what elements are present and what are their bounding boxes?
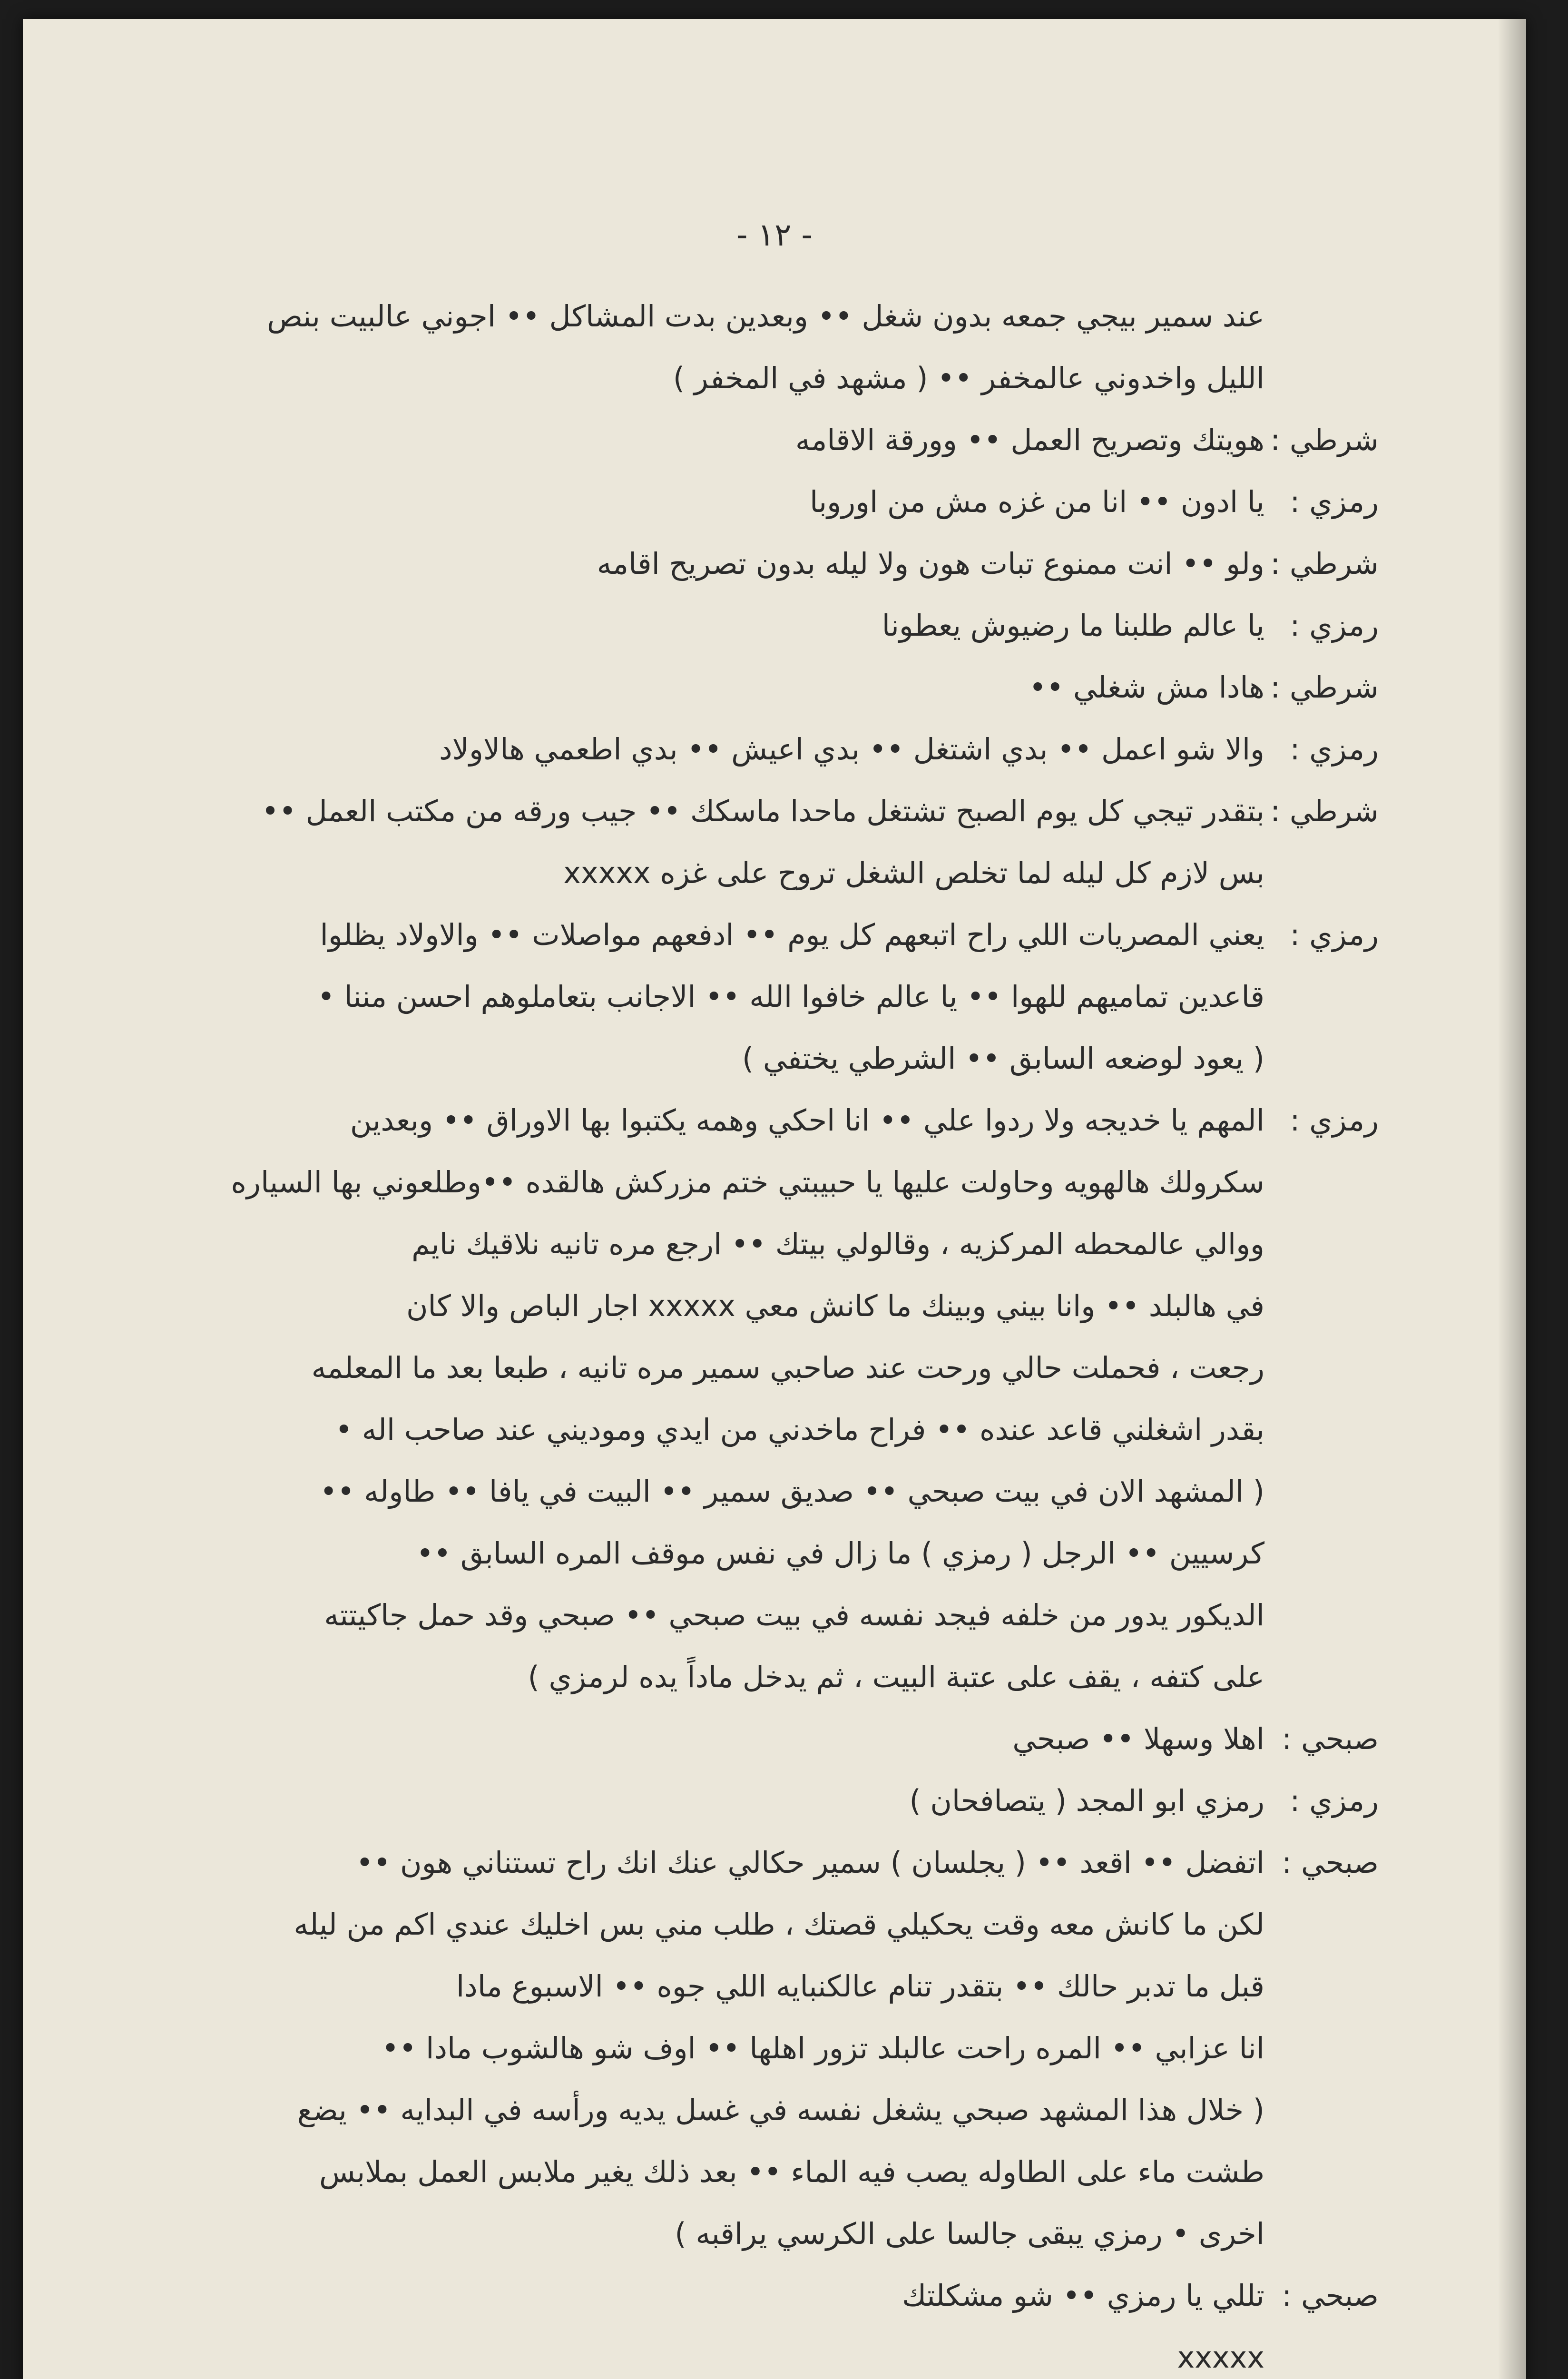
script-line [161, 1399, 1379, 1461]
script-line [161, 2141, 1379, 2203]
script-line [161, 2265, 1379, 2327]
script-line [161, 533, 1379, 595]
script-line [161, 657, 1379, 718]
dialogue-text: ( خلال هذا المشهد صبحي يشغل نفسه في غسل يديه ورأسه في البدايه •• يضع [297, 2093, 1264, 2127]
dialogue-text: هادا مش شغلي •• [1029, 670, 1264, 705]
dialogue-text: المهم يا خديجه ولا ردوا علي •• انا احكي وهمه يكتبوا بها الاوراق •• وبعدين [350, 1103, 1264, 1138]
speaker-label: شرطي : [1270, 423, 1379, 457]
script-line [161, 409, 1379, 471]
script-line [161, 1461, 1379, 1523]
script-line [161, 1523, 1379, 1584]
dialogue-text: ( يعود لوضعه السابق •• الشرطي يختفي ) [742, 1041, 1264, 1076]
dialogue-text: انا عزابي •• المره راحت عالبلد تزور اهلها •• اوف شو هالشوب مادا •• [382, 2031, 1264, 2065]
dialogue-text: لكن ما كانش معه وقت يحكيلي قصتك ، طلب مني بس اخليك عندي اكم من ليله [294, 1907, 1264, 1942]
script-line [161, 780, 1379, 842]
speaker-label: شرطي : [1270, 670, 1379, 705]
speaker-label: صبحي : [1282, 2278, 1379, 2313]
dialogue-text: اتفضل •• اقعد •• ( يجلسان ) سمير حكالي عنك انك راح تستناني هون •• [356, 1845, 1264, 1880]
dialogue-text: طشت ماء على الطاوله يصب فيه الماء •• بعد ذلك يغير ملابس العمل بملابس [319, 2154, 1264, 2189]
script-line [161, 471, 1379, 533]
speaker-label: شرطي : [1270, 546, 1379, 581]
script-line [161, 1956, 1379, 2017]
script-line [161, 2017, 1379, 2079]
dialogue-text: في هالبلد •• وانا بيني وبينك ما كانش معي xxxxx اجار الباص والا كان [406, 1288, 1264, 1323]
dialogue-text: ( المشهد الان في بيت صبحي •• صديق سمير •• البيت في يافا •• طاوله •• [320, 1474, 1264, 1509]
speaker-label: شرطي : [1270, 794, 1379, 828]
speaker-label: صبحي : [1282, 1845, 1379, 1880]
dialogue-text: xxxxx [1177, 2340, 1264, 2375]
script-line [161, 1894, 1379, 1956]
script-line [161, 842, 1379, 904]
dialogue-text: بقدر اشغلني قاعد عنده •• فراح ماخدني من ايدي وموديني عند صاحب اله • [335, 1412, 1264, 1447]
dialogue-text: رمزي ابو المجد ( يتصافحان ) [909, 1783, 1264, 1818]
dialogue-text: والا شو اعمل •• بدي اشتغل •• بدي اعيش •• بدي اطعمي هالاولاد [439, 732, 1264, 767]
dialogue-text: اخرى • رمزي يبقى جالسا على الكرسي يراقبه ) [675, 2216, 1264, 2251]
script-line [161, 1028, 1379, 1090]
script-line [161, 1584, 1379, 1646]
dialogue-text: على كتفه ، يقف على عتبة البيت ، ثم يدخل ماداً يده لرمزي ) [528, 1660, 1264, 1694]
dialogue-text: بس لازم كل ليله لما تخلص الشغل تروح على غزه xxxxx [563, 855, 1264, 890]
page-number: - ١٢ - [736, 216, 813, 253]
script-line [161, 1151, 1379, 1213]
speaker-label: رمزي : [1290, 1783, 1379, 1818]
script-line [161, 1646, 1379, 1708]
script-line [161, 2203, 1379, 2265]
script-line [161, 2327, 1379, 2379]
dialogue-text: تللي يا رمزي •• شو مشكلتك [902, 2278, 1264, 2313]
script-line [161, 347, 1379, 409]
script-line [161, 1708, 1379, 1770]
dialogue-text: سكرولك هالهويه وحاولت عليها يا حبيبتي ختم مزركش هالقده ••وطلعوني بها السياره [231, 1165, 1264, 1199]
dialogue-text: كرسيين •• الرجل ( رمزي ) ما زال في نفس موقف المره السابق •• [416, 1536, 1264, 1571]
script-line [161, 966, 1379, 1028]
script-line [161, 718, 1379, 780]
dialogue-text: يا ادون •• انا من غزه مش من اوروبا [809, 484, 1264, 519]
script-line [161, 595, 1379, 657]
script-line [161, 1275, 1379, 1337]
script-line [161, 2079, 1379, 2141]
dialogue-text: رجعت ، فحملت حالي ورحت عند صاحبي سمير مره تانيه ، طبعا بعد ما المعلمه [311, 1350, 1264, 1385]
speaker-label: رمزي : [1290, 608, 1379, 643]
speaker-label: رمزي : [1290, 484, 1379, 519]
script-line [161, 1832, 1379, 1894]
dialogue-text: يعني المصريات اللي راح اتبعهم كل يوم •• ادفعهم مواصلات •• والاولاد يظلوا [320, 917, 1264, 952]
script-body [161, 285, 1379, 2379]
dialogue-text: قبل ما تدبر حالك •• بتقدر تنام عالكنبايه اللي جوه •• الاسبوع مادا [456, 1969, 1264, 2004]
dialogue-text: قاعدين تماميهم للهوا •• يا عالم خافوا الله •• الاجانب بتعاملوهم احسن مننا • [317, 979, 1264, 1014]
dialogue-text: هويتك وتصريح العمل •• وورقة الاقامه [795, 423, 1264, 457]
speaker-label: رمزي : [1290, 1103, 1379, 1138]
dialogue-text: بتقدر تيجي كل يوم الصبح تشتغل ماحدا ماسكك •• جيب ورقه من مكتب العمل •• [261, 794, 1264, 828]
script-line [161, 285, 1379, 347]
speaker-label: صبحي : [1282, 1721, 1379, 1756]
script-line [161, 904, 1379, 966]
script-line [161, 1213, 1379, 1275]
dialogue-text: الليل واخدوني عالمخفر •• ( مشهد في المخفر ) [673, 361, 1264, 395]
speaker-label: رمزي : [1290, 917, 1379, 952]
dialogue-text: الديكور يدور من خلفه فيجد نفسه في بيت صبحي •• صبحي وقد حمل جاكيتته [324, 1598, 1264, 1632]
script-line [161, 1337, 1379, 1399]
document-page [23, 19, 1526, 2379]
script-line [161, 1090, 1379, 1151]
dialogue-text: يا عالم طلبنا ما رضيوش يعطونا [882, 608, 1264, 643]
dialogue-text: عند سمير بيجي جمعه بدون شغل •• وبعدين بدت المشاكل •• اجوني عالبيت بنص [267, 299, 1264, 334]
dialogue-text: ووالي عالمحطه المركزيه ، وقالولي بيتك •• ارجع مره تانيه نلاقيك نايم [412, 1227, 1264, 1261]
dialogue-text: اهلا وسهلا •• صبحي [1012, 1721, 1264, 1756]
speaker-label: رمزي : [1290, 732, 1379, 767]
script-line [161, 1770, 1379, 1832]
dialogue-text: ولو •• انت ممنوع تبات هون ولا ليله بدون تصريح اقامه [597, 546, 1264, 581]
